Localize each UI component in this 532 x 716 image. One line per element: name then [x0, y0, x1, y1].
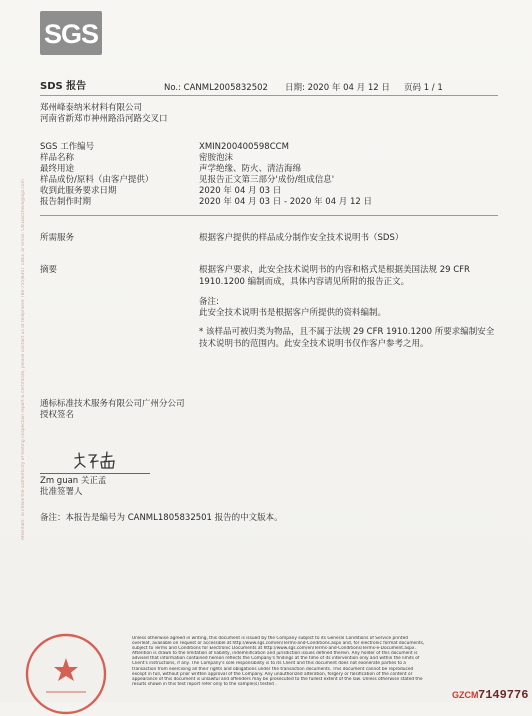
field-label-end-use: 最终用途: [40, 164, 75, 174]
star-note-line-2: 技术说明书的范围内。此安全技术说明书仅作客户参考之用。: [199, 339, 429, 349]
field-value-report-period: 2020 年 04 月 03 日 - 2020 年 04 月 12 日: [199, 197, 373, 207]
field-value-job-no: XMIN200400598CCM: [199, 142, 289, 152]
field-label-received-date: 收到此服务要求日期: [40, 186, 117, 196]
page-number: 页码 1 / 1: [404, 83, 443, 93]
handwritten-signature: [72, 449, 136, 471]
report-number: No.: CANML2005832502: [164, 83, 268, 93]
serial-number: 7149776: [478, 688, 529, 702]
field-value-end-use: 声学绝缘、防火、清洁海绵: [199, 164, 302, 174]
field-value-sample-name: 密胺泡沫: [199, 153, 234, 163]
field-label-report-period: 报告制作时期: [40, 197, 92, 207]
signature-line: [40, 473, 150, 474]
authenticity-notice: Attention: To check the authenticity of testing /inspection report & certificate, please contact us at telephone: (86-755)8307 1443, or email: CN.Doccheck@sgs.com: [21, 179, 26, 540]
chinese-version-remark: 备注：本报告是编号为 CANML1805832501 报告的中文版本。: [40, 513, 283, 523]
field-label-sample-name: 样品名称: [40, 153, 75, 163]
authorized-signature-label: 授权签名: [40, 410, 75, 420]
header-divider: [40, 95, 498, 96]
field-label-composition: 样品成份/原料（由客户提供）: [40, 175, 154, 185]
applicant-address: 河南省新郑市神州路沿河路交叉口: [40, 114, 168, 124]
signatory-role: 批准签署人: [40, 487, 83, 497]
section-divider: [40, 215, 498, 216]
summary-line-2: 1910.1200 编制而成，具体内容请见所附的报告正文。: [199, 277, 410, 287]
company-seal: [24, 632, 108, 716]
report-title: SDS 报告: [40, 81, 87, 92]
service-value: 根据客户提供的样品成分制作安全技术说明书（SDS）: [199, 233, 404, 243]
sgs-logo: SGS: [40, 11, 102, 55]
service-label: 所需服务: [40, 233, 75, 243]
report-date: 日期: 2020 年 04 月 12 日: [285, 83, 390, 93]
signatory-name: Zm guan 关正孟: [40, 476, 107, 486]
star-note-line-1: * 该样品可被归类为物品，且不属于法规 29 CFR 1910.1200 所要求编制安全: [199, 327, 495, 337]
summary-label: 摘要: [40, 265, 58, 275]
summary-line-1: 根据客户要求，此安全技术说明书的内容和格式是根据美国法规 29 CFR: [199, 265, 470, 275]
applicant-company: 郑州峰泰纳米材料有限公司: [40, 103, 143, 113]
field-label-job-no: SGS 工作编号: [40, 142, 95, 152]
stamp-code: GZCM: [452, 690, 479, 700]
issuer-company: 通标标准技术服务有限公司广州分公司: [40, 399, 185, 409]
field-value-received-date: 2020 年 04 月 03 日: [199, 186, 282, 196]
note-label: 备注:: [199, 297, 219, 307]
field-value-composition: 见报告正文第三部分'成份/组成信息': [199, 175, 335, 185]
legal-disclaimer: Unless otherwise agreed in writing, this document is issued by the Company subject to its General Conditions of Service printed overleaf, available on request or accessible at http://www.sgs.com/en/Terms-and-Conditions.aspx and, for electronic format documents, subject to Terms and Conditions for Electronic Documents at http://www.sgs.com/en/Terms-and-Conditions/Terms-e-Document.aspx. Attention is drawn to the limitation of liability, indemnification and jurisdiction issues defined therein. Any holder of this document is advised that information contained hereon reflects the Company's findings at the time of its intervention only and within the limits of Client's instructions, if any. The Company's sole responsibility is to its Client and this document does not exonerate parties to a transaction from exercising all their rights and obligations under the transaction documents. This document cannot be reproduced except in full, without prior written approval of the Company. Any unauthorized alteration, forgery or falsification of the content or appearance of this document is unlawful and offenders may be prosecuted to the fullest extent of the law. Unless otherwise stated the results shown in this test report refer only to the sample(s) tested .: [132, 636, 425, 687]
note-text: 此安全技术说明书是根据客户所提供的资料编制。: [199, 308, 387, 318]
